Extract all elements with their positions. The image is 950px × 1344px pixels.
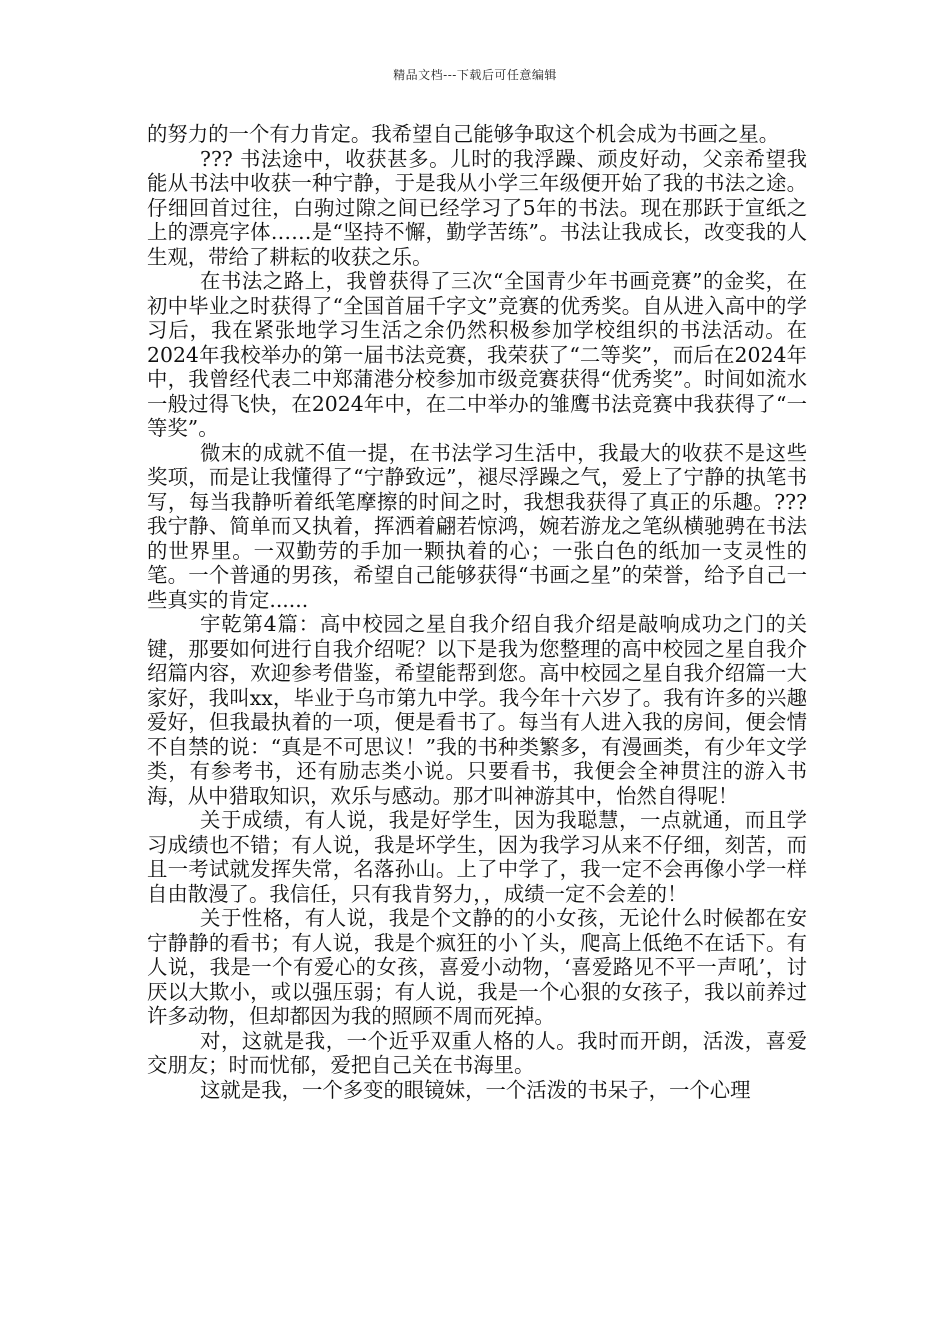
paragraph: 在书法之路上，我曾获得了三次“全国青少年书画竞赛”的金奖，在初中毕业之时获得了“全国首届千字文”竞赛的优秀奖。自从进入高中的学习后，我在紧张地学习生活之余仍然积极参加学校组织的书法活动。在2024年我校举办的第一届书法竞赛，我荣获了“二等奖”，而后在2024年中，我曾经代表二中郑蒲港分校参加市级竞赛获得“优秀奖”。时间如流水一般过得飞快，在2024年中，在二中举办的雏鹰书法竞赛中我获得了“一等奖”。 xyxy=(147,269,807,440)
paragraph: 的努力的一个有力肯定。我希望自己能够争取这个机会成为书画之星。 xyxy=(147,122,780,146)
paragraph: 关于成绩，有人说，我是好学生，因为我聪慧，一点就通，而且学习成绩也不错；有人说，我是坏学生，因为我学习从来不仔细，刻苦，而且一考试就发挥失常，名落孙山。上了中学了，我一定不会再像小学一样自由散漫了。我信任，只有我肯努力，，成绩一定不会差的！ xyxy=(147,808,807,906)
paragraph: 对，这就是我，一个近乎双重人格的人。我时而开朗，活泼，喜爱交朋友；时而忧郁，爱把自己关在书海里。 xyxy=(147,1028,807,1077)
paragraph: 这就是我，一个多变的眼镜妹，一个活泼的书呆子，一个心理 xyxy=(200,1077,751,1102)
document-body xyxy=(147,122,807,1102)
paragraph: 微末的成就不值一提，在书法学习生活中，我最大的收获不是这些奖项，而是让我懂得了“宁静致远”，褪尽浮躁之气，爱上了宁静的执笔书写，每当我静听着纸笔摩擦的时间之时，我想我获得了真正的乐趣。??? 我宁静、简单而又执着，挥洒着翩若惊鸿，婉若游龙之笔纵横驰骋在书法的世界里。一双勤劳的手加一颗执着的心；一张白色的纸加一支灵性的笔。一个普通的男孩，希望自己能够获得“书画之星”的荣誉，给予自己一些真实的肯定...... xyxy=(147,440,807,612)
paragraph: ??? 书法途中，收获甚多。儿时的我浮躁、顽皮好动，父亲希望我能从书法中收获一种宁静，于是我从小学三年级便开始了我的书法之途。仔细回首过往，白驹过隙之间已经学习了5年的书法。现在那跃于宣纸之上的漂亮字体……是“坚持不懈，勤学苦练”。书法让我成长，改变我的人生观，带给了耕耘的收获之乐。 xyxy=(147,146,807,269)
page-header: 精品文档---下载后可任意编辑 xyxy=(393,68,557,82)
paragraph: 宇乾第4篇：高中校园之星自我介绍自我介绍是敲响成功之门的关键，那要如何进行自我介绍呢？以下是我为您整理的高中校园之星自我介绍篇内容，欢迎参考借鉴，希望能帮到您。高中校园之星自我介绍篇一大家好，我叫xx，毕业于乌市第九中学。我今年十六岁了。我有许多的兴趣爱好，但我最执着的一项，便是看书了。每当有人进入我的房间，便会情不自禁的说：“真是不可思议！”我的书种类繁多，有漫画类，有少年文学类，有参考书，还有励志类小说。只要看书，我便会全神贯注的游入书海，从中猎取知识，欢乐与感动。那才叫神游其中，怡然自得呢！ xyxy=(147,612,807,808)
paragraph: 关于性格，有人说，我是个文静的的小女孩，无论什么时候都在安宁静静的看书；有人说，我是个疯狂的小丫头，爬高上低绝不在话下。有人说，我是一个有爱心的女孩，喜爱小动物，‘喜爱路见不平一声吼’，讨厌以大欺小，或以强压弱；有人说，我是一个心狠的女孩子，我以前养过许多动物，但却都因为我的照顾不周而死掉。 xyxy=(147,906,807,1028)
